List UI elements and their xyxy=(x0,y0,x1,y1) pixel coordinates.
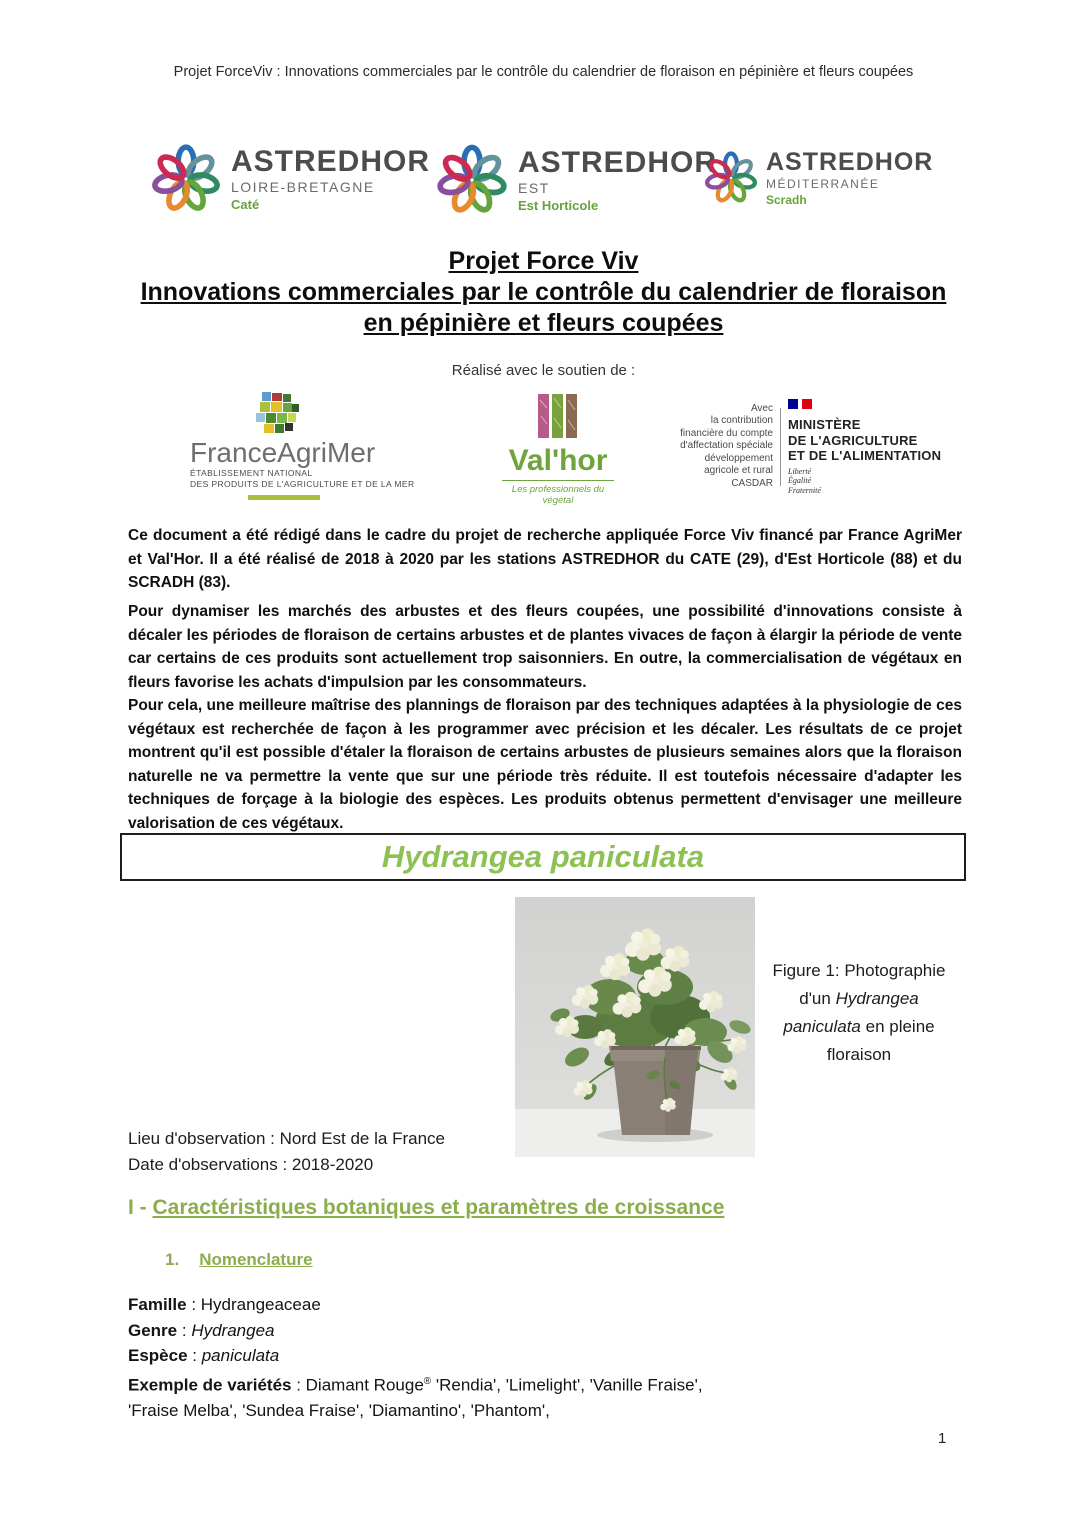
observation-date: Date d'observations : 2018-2020 xyxy=(128,1155,374,1174)
figure-caption: Figure 1: Photographie d'un Hydrangea paniculata en pleine floraison xyxy=(772,961,946,1064)
varietes-line: Exemple de variétés : Diamant Rouge® 'Rendia', 'Limelight', 'Vanille Fraise', xyxy=(128,1375,703,1395)
figure-caption-species: Hydrangea paniculata xyxy=(783,989,919,1036)
astredhor-loire-bretagne-logo xyxy=(143,133,430,225)
subsection-nomenclature-heading: 1. Nomenclature xyxy=(165,1250,313,1269)
title-line-2: Innovations commerciales par le contrôle du calendrier de floraison xyxy=(140,278,947,306)
astredhor-flower-icon xyxy=(428,133,516,227)
astredhor-flower-icon xyxy=(698,142,764,214)
valhor-name: Val'hor xyxy=(508,444,608,477)
famille-line: Famille : Hydrangeaceae xyxy=(128,1295,321,1314)
astredhor-est-logo xyxy=(428,133,717,227)
astredhor-region: LOIRE-BRETAGNE xyxy=(231,178,375,195)
title-line-3: en pépinière et fleurs coupées xyxy=(363,309,724,337)
astredhor-flower-icon xyxy=(143,133,229,225)
observation-location: Lieu d'observation : Nord Est de la France xyxy=(128,1129,445,1148)
intro-paragraph: Ce document a été rédigé dans le cadre du projet de recherche appliquée Force Viv financé par France AgriMer et Val'Hor. Il a été réalisé de 2018 à 2020 par les stations ASTREDHOR du CATE (29), d'Est Horticole (88) et du SCRADH (83). xyxy=(128,527,962,591)
franceagrimer-logo xyxy=(190,392,420,500)
valhor-tagline: Les professionnels du végétal xyxy=(511,484,605,506)
franceagrimer-green-bar xyxy=(248,495,320,500)
results-paragraph: Pour cela, une meilleure maîtrise des plannings de floraison par des techniques adaptées à la physiologie de ces végétaux est recherchée de façon à les programmer avec précision et les décaler. Les résultats de ce projet montrent qu'il est possible d'étaler la floraison de certains arbustes de plusieurs semaines alors que la floraison naturelle ne va permettre la vente que sur une période très réduite. Il est toutefois nécessaire d'adapter les techniques de forçage à la biologie des espèces. Les produits obtenus permettent d'envisager une meilleure valorisation de ces végétaux. xyxy=(128,697,962,832)
running-header: Projet ForceViv : Innovations commerciales par le contrôle du calendrier de floraison en pépinière et fleurs coupées xyxy=(173,64,914,80)
ministry-motto: Liberté Égalité Fraternité xyxy=(788,466,821,495)
astredhor-station: Est Horticole xyxy=(518,197,599,213)
page-number: 1 xyxy=(938,1430,947,1447)
ministry-line-3: ET DE L'ALIMENTATION xyxy=(788,448,942,463)
document-title xyxy=(0,246,1087,339)
franceagrimer-name: FranceAgriMer xyxy=(190,437,376,468)
ministry-line-2: DE L'AGRICULTURE xyxy=(788,432,918,448)
astredhor-name: ASTREDHOR xyxy=(231,144,431,178)
ministry-line-1: MINISTÈRE xyxy=(788,417,861,432)
astredhor-station: Scradh xyxy=(766,192,807,207)
casdar-contribution-text: Avec la contribution financière du compte d'affectation spéciale développement agricole et rural CASDAR xyxy=(680,402,773,489)
french-flag-icon xyxy=(788,398,814,412)
astredhor-station: Caté xyxy=(231,196,260,212)
france-mosaic-icon xyxy=(252,392,302,436)
genre-line: Genre : Hydrangea xyxy=(128,1320,275,1340)
astredhor-region: MÉDITERRANÉE xyxy=(766,176,880,191)
espece-line: Espèce : paniculata xyxy=(128,1346,280,1365)
franceagrimer-subtitle-2: DES PRODUITS DE L'AGRICULTURE ET DE LA MER xyxy=(190,479,415,489)
astredhor-name: ASTREDHOR xyxy=(518,145,718,179)
ministry-block xyxy=(781,398,941,495)
astredhor-name: ASTREDHOR xyxy=(766,147,934,176)
valhor-divider xyxy=(502,480,614,481)
varietes-line-2: 'Fraise Melba', 'Sundea Fraise', 'Diamantino', 'Phantom', xyxy=(128,1400,550,1420)
observation-block xyxy=(128,1126,445,1178)
franceagrimer-subtitle-1: ÉTABLISSEMENT NATIONAL xyxy=(190,468,313,478)
species-banner xyxy=(120,833,966,881)
support-label: Réalisé avec le soutien de : xyxy=(451,362,636,379)
species-banner-title: Hydrangea paniculata xyxy=(381,839,705,874)
astredhor-mediterranee-logo xyxy=(698,142,933,214)
title-line-1: Projet Force Viv xyxy=(448,247,639,275)
astredhor-region: EST xyxy=(518,179,550,196)
nomenclature-list xyxy=(128,1292,703,1423)
casdar-ministry-logo xyxy=(652,398,941,495)
hydrangea-photo xyxy=(515,897,755,1157)
context-paragraph: Pour dynamiser les marchés des arbustes et des fleurs coupées, une possibilité d'innovations consiste à décaler les périodes de floraison de certains arbustes et de plantes vivaces de façon à élargir la période de vente car certains de ces produits sont actuellement trop saisonniers. En outre, la commercialisation de végétaux en fleurs favorise les achats d'impulsion par les consommateurs. xyxy=(128,603,962,691)
valhor-logo xyxy=(498,394,618,506)
valhor-bars-icon xyxy=(536,394,580,438)
section-1-heading: I - Caractéristiques botaniques et paramètres de croissance xyxy=(128,1196,725,1219)
